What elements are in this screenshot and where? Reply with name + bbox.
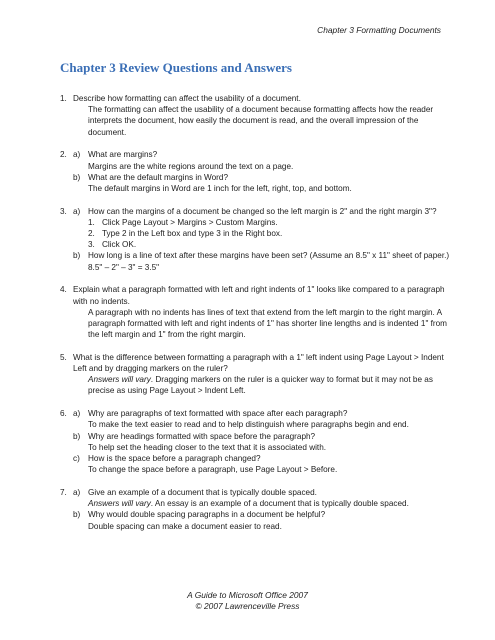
questions-list (60, 93, 450, 543)
sub-question-b (60, 509, 450, 531)
answer-text: The default margins in Word are 1 inch for the left, right, top, and bottom. (88, 183, 352, 193)
step-item (88, 228, 450, 239)
step-number: 1. (88, 217, 95, 227)
question-number: 4. (60, 285, 67, 295)
footer-copyright: © 2007 Lawrenceville Press (195, 601, 300, 611)
question-2 (60, 149, 450, 194)
sub-letter: b) (73, 431, 81, 441)
question-text: Why would double spacing paragraphs in a document be helpful? (88, 510, 326, 520)
question-6 (60, 408, 450, 475)
question-4 (60, 284, 450, 340)
question-number: 2. (60, 150, 67, 160)
sub-letter: b) (73, 251, 81, 261)
question-text: How can the margins of a document be changed so the left margin is 2" and the right margin 3"? (88, 206, 437, 216)
question-number: 7. (60, 487, 67, 497)
sub-letter: b) (73, 510, 81, 520)
sub-question-b (60, 250, 450, 272)
sub-question-b (60, 431, 450, 453)
answer-text: A paragraph with no indents has lines of text that extend from the left margin to the right margin. A paragraph formatted with left and right indents of 1" has shorter line lengths and is indented 1" from the left margin and 1" from the right margin. (88, 307, 447, 340)
question-text: Why are paragraphs of text formatted with space after each paragraph? (88, 409, 348, 419)
sub-letter: a) (73, 206, 81, 216)
question-text: How long is a line of text after these margins have been set? (Assume an 8.5" x 11" sheet of paper.) (88, 251, 450, 261)
answer-body: . Dragging markers on the ruler is a quicker way to format but it may not be as precise as using Page Layout > Indent Left. (88, 375, 433, 396)
question-text: Give an example of a document that is typically double spaced. (88, 487, 317, 497)
sub-question-a (60, 149, 450, 171)
sub-letter: a) (73, 487, 81, 497)
question-text: Explain what a paragraph formatted with left and right indents of 1" looks like compared to a paragraph with no indents. (73, 285, 445, 306)
answer-text: The formatting can affect the usability of a document because formatting affects how the reader interprets the document, how easily the document is read, and the overall impression of the document. (88, 105, 434, 137)
question-text: Why are headings formatted with space before the paragraph? (88, 431, 316, 441)
running-header: Chapter 3 Formatting Documents (317, 25, 441, 35)
sub-question-c (60, 453, 450, 475)
question-text: What are the default margins in Word? (88, 172, 229, 182)
page-footer (0, 590, 495, 612)
step-text: Type 2 in the Left box and type 3 in the Right box. (102, 229, 283, 239)
question-text: Describe how formatting can affect the usability of a document. (73, 94, 301, 103)
question-1 (60, 93, 450, 138)
sub-letter: a) (73, 150, 81, 160)
answer-emphasis: Answers will vary (88, 499, 151, 509)
step-number: 2. (88, 229, 95, 239)
question-5 (60, 352, 450, 397)
sub-letter: b) (73, 172, 81, 182)
question-number: 6. (60, 409, 67, 419)
sub-question-a (60, 206, 450, 251)
step-text: Click Page Layout > Margins > Custom Margins. (102, 217, 278, 227)
question-text: How is the space before a paragraph changed? (88, 453, 261, 463)
sub-question-b (60, 172, 450, 194)
answer-text: To make the text easier to read and to help distinguish where paragraphs begin and end. (88, 420, 409, 430)
step-number: 3. (88, 240, 95, 250)
question-3 (60, 206, 450, 273)
question-number: 5. (60, 352, 67, 362)
question-text: What are margins? (88, 150, 158, 160)
sub-question-a (60, 487, 450, 509)
question-7 (60, 487, 450, 532)
step-text: Click OK. (102, 240, 137, 250)
sub-letter: c) (73, 453, 80, 463)
question-text: What is the difference between formatting a paragraph with a 1" left indent using Page Layout > Indent Left and by dragging markers on the ruler? (73, 352, 444, 374)
sub-letter: a) (73, 409, 81, 419)
step-item (88, 217, 450, 228)
sub-question-a (60, 408, 450, 430)
step-item (88, 239, 450, 250)
answer-text: 8.5" – 2" – 3" = 3.5" (88, 262, 160, 272)
answer-emphasis: Answers will vary (88, 375, 151, 385)
answer-text: To change the space before a paragraph, use Page Layout > Before. (88, 465, 338, 475)
answer-body: . An essay is an example of a document that is typically double spaced. (150, 499, 409, 509)
answer-text: Double spacing can make a document easier to read. (88, 521, 282, 531)
answer-text (88, 498, 450, 509)
page-title: Chapter 3 Review Questions and Answers (60, 60, 292, 75)
footer-book-title: A Guide to Microsoft Office 2007 (187, 590, 308, 600)
answer-text: Margins are the white regions around the text on a page. (88, 161, 294, 171)
question-number: 3. (60, 206, 67, 216)
question-number: 1. (60, 94, 67, 103)
answer-text: To help set the heading closer to the text that it is associated with. (88, 442, 327, 452)
answer-text (60, 374, 450, 396)
